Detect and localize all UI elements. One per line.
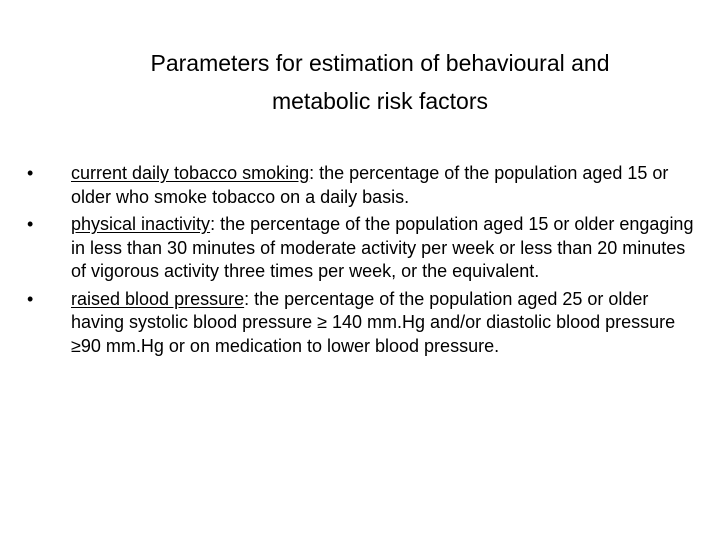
bullet-list [24, 162, 694, 362]
bullet-text: the percentage of the population aged 15 or older who smoke tobacco on a daily basis. [71, 163, 669, 207]
bullet-separator: : [210, 214, 216, 234]
bullet-item-blood-pressure [24, 288, 694, 359]
bullet-term: physical inactivity [71, 214, 211, 234]
bullet-text: the percentage of the population aged 15 or older engaging in less than 30 minutes of moderate activity per week or less than 20 minutes of vigorous activity three times per week, or the equivalent. [71, 214, 694, 281]
bullet-term: raised blood pressure [71, 288, 245, 309]
slide-title-line-1: Parameters for estimation of behavioural and [150, 50, 610, 76]
bullet-text: the percentage of the population aged 25 or older having systolic blood pressure ≥ 140 mm.Hg and/or diastolic blood pressure ≥90 mm.Hg or on medication to lower blood pressure. [71, 288, 676, 356]
bullet-separator: : [244, 288, 250, 309]
bullet-item-physical-inactivity [24, 213, 694, 284]
bullet-separator: : [309, 163, 315, 183]
slide-title-line-2: metabolic risk factors [271, 88, 488, 114]
bullet-marker-icon: • [27, 214, 34, 234]
bullet-item-tobacco [24, 162, 694, 209]
bullet-marker-icon: • [27, 288, 34, 309]
slide-title [60, 44, 700, 120]
bullet-term: current daily tobacco smoking [71, 163, 310, 183]
bullet-marker-icon: • [27, 163, 34, 183]
